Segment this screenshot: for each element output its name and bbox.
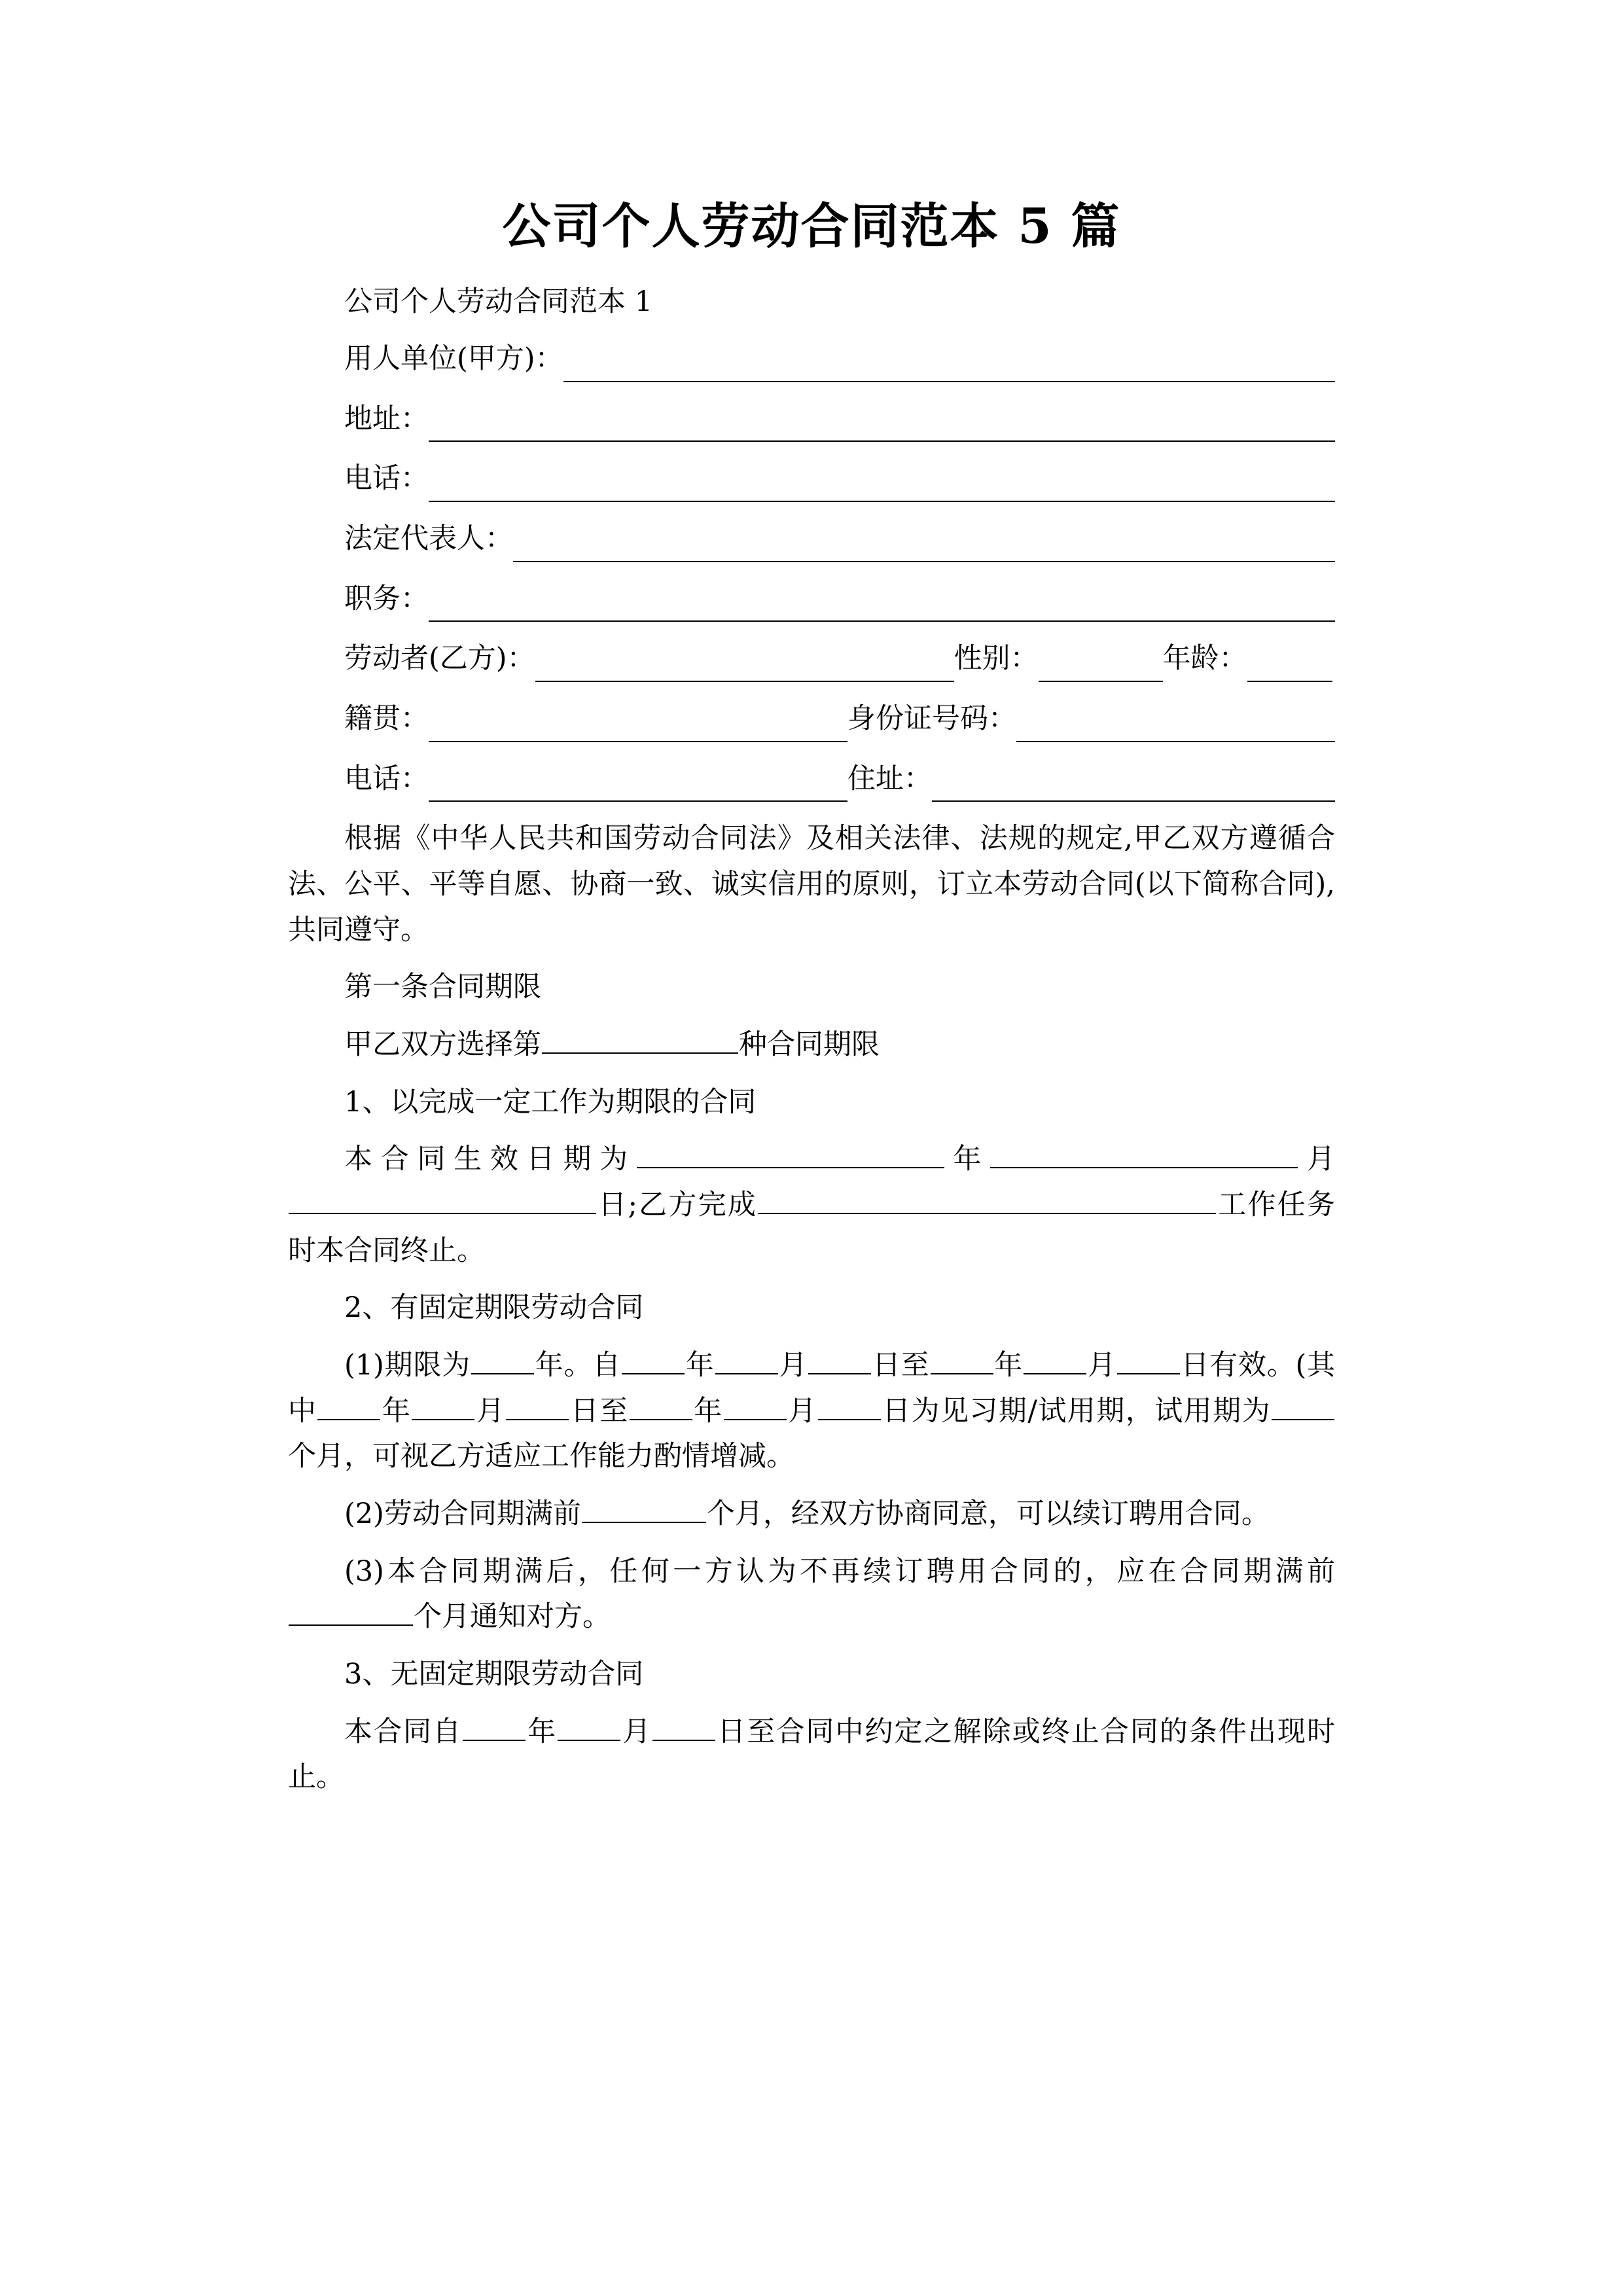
probation-end-month-input[interactable] (724, 1389, 787, 1420)
t2-s1-p15: 个月，可视乙方适应工作能力酌情增减。 (288, 1440, 794, 1473)
term-start-year-input[interactable] (622, 1344, 685, 1374)
term-option-1-body (288, 1137, 1335, 1274)
effective-month-unit: 月 (1298, 1143, 1336, 1176)
term-option-2-sub1 (288, 1343, 1335, 1480)
term-start-month-input[interactable] (715, 1344, 778, 1374)
field-gender-label: 性别： (954, 642, 1039, 675)
field-legal-representative-input[interactable] (513, 532, 1335, 562)
term-end-month-input[interactable] (1024, 1344, 1086, 1374)
term-option-2-heading: 2、有固定期限劳动合同 (344, 1291, 644, 1325)
term-option-3-body (288, 1710, 1335, 1801)
effective-day-input[interactable] (289, 1183, 596, 1214)
field-age-label: 年龄： (1162, 642, 1247, 675)
t2-s1-p11: 日至 (569, 1394, 629, 1427)
t2-s1-p9: 年 (381, 1394, 412, 1427)
nonrenew-notice-months-input[interactable] (289, 1595, 413, 1626)
t2-s1-p13: 月 (787, 1394, 817, 1427)
field-address-input[interactable] (429, 412, 1335, 442)
preamble-paragraph: 根据《中华人民共和国劳动合同法》及相关法律、法规的规定,甲乙双方遵循合法、公平、平等自愿、协商一致、诚实信用的原则，订立本劳动合同(以下简称合同),共同遵守。 (288, 822, 1335, 946)
field-employer-phone-input[interactable] (429, 472, 1335, 502)
t2-s1-p6: 年 (993, 1348, 1024, 1382)
page-title: 公司个人劳动合同范本 5 篇 (502, 198, 1121, 255)
renew-notice-months-input[interactable] (582, 1492, 706, 1523)
effective-date-prefix: 本合同生效日期为 (344, 1143, 636, 1176)
field-native-place-label: 籍贯： (344, 702, 429, 736)
t2-s3-p1: (3)本合同期满后，任何一方认为不再续订聘用合同的，应在合同期满前 (344, 1554, 1335, 1588)
field-worker-phone-label: 电话： (344, 762, 429, 795)
t2-s1-p8: 日有效。(其中 (288, 1348, 1336, 1427)
t2-s2-p1: (2)劳动合同期满前 (344, 1497, 581, 1530)
document-body (288, 279, 1335, 1801)
field-native-place-input[interactable] (429, 712, 847, 742)
t2-s1-p1: (1)期限为 (344, 1348, 471, 1382)
field-gender-input[interactable] (1039, 652, 1163, 682)
openterm-start-year-input[interactable] (463, 1710, 526, 1740)
field-position[interactable] (288, 577, 1335, 622)
term-option-2-sub2 (288, 1492, 1335, 1537)
openterm-start-month-input[interactable] (558, 1710, 620, 1740)
article-one-heading: 第一条合同期限 (344, 971, 541, 1004)
t2-s3-p2: 个月通知对方。 (414, 1600, 611, 1634)
effective-month-input[interactable] (990, 1138, 1298, 1168)
term-start-day-input[interactable] (808, 1344, 871, 1374)
field-employer-label: 用人单位(甲方)： (344, 342, 563, 376)
t2-s1-p14: 日为见习期/试用期，试用期为 (881, 1394, 1272, 1427)
t2-s2-p2: 个月，经双方协商同意，可以续订聘用合同。 (706, 1497, 1270, 1530)
field-position-label: 职务： (344, 582, 429, 615)
effective-year-input[interactable] (637, 1138, 944, 1168)
openterm-start-day-input[interactable] (652, 1710, 715, 1740)
effective-year-unit: 年 (944, 1143, 990, 1176)
field-age-input[interactable] (1247, 652, 1332, 682)
field-worker-phone-input[interactable] (429, 772, 847, 802)
field-employer-phone-label: 电话： (344, 462, 429, 495)
term-option-1-heading: 1、以完成一定工作为期限的合同 (344, 1085, 757, 1119)
t2-s1-p7: 月 (1087, 1348, 1116, 1382)
field-id-number-input[interactable] (1016, 712, 1335, 742)
t2-s1-p5: 日至 (872, 1348, 930, 1382)
field-worker-input[interactable] (535, 652, 954, 682)
field-employer[interactable] (288, 336, 1335, 382)
term-end-year-input[interactable] (931, 1344, 993, 1374)
article-one-choose-line (288, 1022, 1335, 1068)
field-position-input[interactable] (429, 592, 1335, 622)
t2-s1-p2: 年。自 (535, 1348, 622, 1382)
t3-p3: 月 (621, 1715, 652, 1748)
probation-end-year-input[interactable] (630, 1389, 692, 1420)
term-option-3-heading: 3、无固定期限劳动合同 (344, 1657, 644, 1691)
work-task-input[interactable] (758, 1183, 1216, 1214)
t2-s1-p12: 年 (692, 1394, 723, 1427)
probation-end-day-input[interactable] (818, 1389, 881, 1420)
field-native-place-row[interactable] (288, 696, 1335, 742)
t2-s1-p3: 年 (685, 1348, 715, 1382)
field-address-label: 地址： (344, 402, 429, 435)
document-subtitle: 公司个人劳动合同范本 1 (344, 285, 653, 318)
field-worker-phone-row[interactable] (288, 757, 1335, 802)
probation-start-year-input[interactable] (317, 1389, 380, 1420)
t2-s1-p10: 月 (475, 1394, 506, 1427)
effective-day-unit: 日;乙方完成 (597, 1189, 758, 1221)
t3-p1: 本合同自 (344, 1715, 463, 1748)
field-residence-input[interactable] (932, 772, 1335, 802)
probation-start-month-input[interactable] (412, 1389, 474, 1420)
party-info-form (288, 336, 1335, 802)
term-option-2-sub3 (288, 1549, 1335, 1640)
choose-suffix-text: 种合同期限 (739, 1028, 880, 1062)
field-employer-input[interactable] (563, 352, 1335, 382)
field-worker-label: 劳动者(乙方)： (344, 642, 535, 675)
probation-months-input[interactable] (1272, 1389, 1334, 1420)
t3-p4: 日至合同中约定之解除或终止合同的条件出现时止。 (288, 1715, 1336, 1794)
choose-prefix-text: 甲乙双方选择第 (344, 1028, 541, 1062)
choose-type-input[interactable] (542, 1023, 738, 1054)
field-worker-row[interactable] (288, 636, 1335, 682)
term-years-input[interactable] (471, 1344, 534, 1374)
field-legal-representative[interactable] (288, 516, 1335, 562)
work-task-suffix: 工作任务时本合同终止。 (288, 1189, 1335, 1267)
field-residence-label: 住址： (847, 762, 932, 795)
field-legal-representative-label: 法定代表人： (344, 522, 513, 556)
field-id-number-label: 身份证号码： (847, 702, 1016, 736)
probation-start-day-input[interactable] (506, 1389, 569, 1420)
field-employer-phone[interactable] (288, 456, 1335, 502)
term-end-day-input[interactable] (1117, 1344, 1180, 1374)
t2-s1-p4: 月 (778, 1348, 808, 1382)
t3-p2: 年 (526, 1715, 558, 1748)
field-address[interactable] (288, 397, 1335, 442)
